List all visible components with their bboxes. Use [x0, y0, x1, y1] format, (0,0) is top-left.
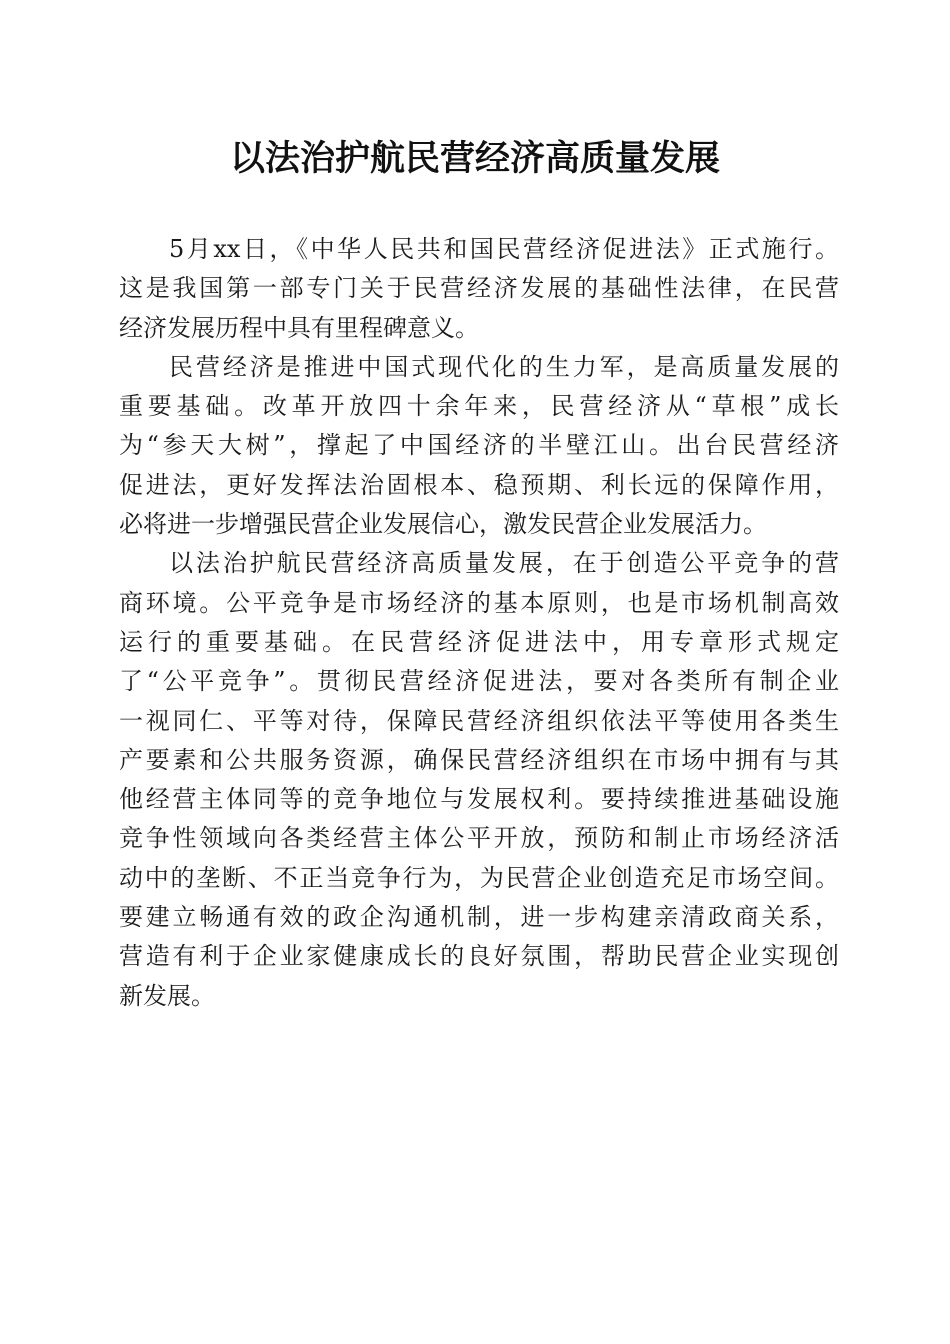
text-line: 以法治护航民营经济高质量发展，在于创造公平竞争的营 [169, 549, 839, 578]
text-line: 民营经济是推进中国式现代化的生力军，是高质量发展的 [169, 352, 839, 381]
paragraph-1 [119, 230, 839, 348]
text-line: 动中的垄断、不正当竞争行为，为民营企业创造充足市场空间。 [119, 863, 839, 892]
paragraph-2 [119, 348, 839, 544]
text-line: 新发展。 [119, 981, 215, 1010]
text-line: 必将进一步增强民营企业发展信心，激发民营企业发展活力。 [119, 510, 767, 539]
document-title: 以法治护航民营经济高质量发展 [229, 138, 720, 179]
text-line: 运行的重要基础。在民营经济促进法中，用专章形式规定 [119, 627, 839, 656]
text-line: 商环境。公平竞争是市场经济的基本原则，也是市场机制高效 [119, 588, 839, 617]
text-line: 要建立畅通有效的政企沟通机制，进一步构建亲清政商关系， [119, 903, 839, 932]
text-line: 经济发展历程中具有里程碑意义。 [119, 313, 479, 342]
text-line: 他经营主体同等的竞争地位与发展权利。要持续推进基础设施 [119, 785, 839, 814]
text-line: 产要素和公共服务资源，确保民营经济组织在市场中拥有与其 [119, 745, 839, 774]
text-line: 5月xx日，《中华人民共和国民营经济促进法》正式施行。 [169, 235, 839, 263]
paragraph-3 [119, 544, 839, 1016]
text-line: 促进法，更好发挥法治固根本、稳预期、利长远的保障作用， [119, 470, 839, 499]
text-line: 为“参天大树”，撑起了中国经济的半壁江山。出台民营经济 [119, 431, 839, 460]
text-line: 了“公平竞争”。贯彻民营经济促进法，要对各类所有制企业 [119, 667, 839, 696]
document-body [119, 230, 839, 1016]
text-line: 重要基础。改革开放四十余年来，民营经济从“草根”成长 [119, 392, 839, 421]
text-line: 这是我国第一部专门关于民营经济发展的基础性法律，在民营 [119, 274, 839, 303]
text-line: 一视同仁、平等对待，保障民营经济组织依法平等使用各类生 [119, 706, 839, 735]
text-line: 竞争性领域向各类经营主体公平开放，预防和制止市场经济活 [119, 824, 839, 853]
text-line: 营造有利于企业家健康成长的良好氛围，帮助民营企业实现创 [119, 942, 839, 971]
